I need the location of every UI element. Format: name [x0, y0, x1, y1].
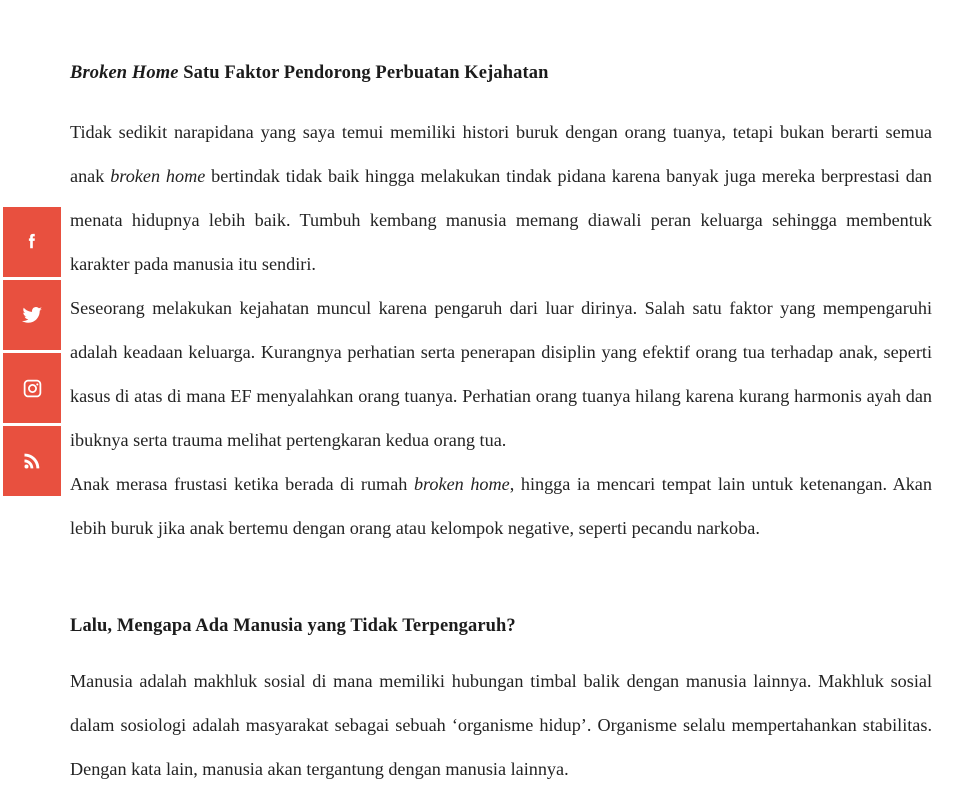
share-button-facebook[interactable]	[3, 207, 61, 277]
section-heading-2: Lalu, Mengapa Ada Manusia yang Tidak Terpengaruh?	[70, 615, 516, 636]
facebook-icon	[21, 231, 43, 253]
paragraph-4: Manusia adalah makhluk sosial di mana memiliki hubungan timbal balik dengan manusia lainnya. Makhluk sosial dalam sosiologi adalah masyarakat sebagai sebuah ‘organisme hidup’. Organisme selalu mempertahankan stabilitas. Dengan kata lain, manusia akan tergantung dengan manusia lainnya.	[70, 670, 932, 779]
paragraph-1-part-2: bertindak tidak baik hingga melakukan tindak pidana karena banyak juga mereka berprestasi dan menata hidupnya lebih baik. Tumbuh kembang manusia memang diawali peran keluarga sehingga membentuk karakter pada manusia itu sendiri.	[70, 165, 932, 274]
section-heading-1-italic: Broken Home	[70, 63, 179, 83]
paragraph-1-part-1: Tidak sedikit narapidana yang saya temui memiliki histori buruk dengan orang tuanya, tetapi bukan berarti semua anak	[70, 121, 932, 186]
share-button-instagram[interactable]	[3, 353, 61, 423]
social-share-rail	[3, 207, 61, 496]
paragraph-2: Seseorang melakukan kejahatan muncul karena pengaruh dari luar dirinya. Salah satu faktor yang mempengaruhi adalah keadaan keluarga. Kurangnya perhatian serta penerapan disiplin yang efektif orang tua terhadap anak, seperti kasus di atas di mana EF menyalahkan orang tuanya. Perhatian orang tuanya hilang karena kurang harmonis ayah dan ibuknya serta trauma melihat pertengkaran kedua orang tua.	[70, 297, 932, 450]
section-heading-1	[70, 0, 932, 86]
twitter-icon	[20, 303, 44, 327]
paragraph-3-part-1: Anak merasa frustasi ketika berada di rumah	[70, 473, 414, 494]
article-body	[70, 0, 932, 791]
section-heading-1-rest: Satu Faktor Pendorong Perbuatan Kejahatan	[178, 63, 549, 83]
rss-icon	[22, 451, 42, 471]
paragraph-3-italic-1: broken home	[413, 473, 510, 494]
share-button-twitter[interactable]	[3, 280, 61, 350]
paragraph-1	[70, 86, 932, 286]
paragraph-3-part-2: , hingga ia mencari tempat lain untuk ketenangan. Akan lebih buruk jika anak bertemu dengan orang atau kelompok negative, seperti pecandu narkoba.	[70, 473, 932, 538]
instagram-icon	[22, 378, 43, 399]
paragraph-3	[70, 462, 932, 550]
paragraph-1-italic-1: broken home	[110, 165, 206, 186]
share-button-rss[interactable]	[3, 426, 61, 496]
